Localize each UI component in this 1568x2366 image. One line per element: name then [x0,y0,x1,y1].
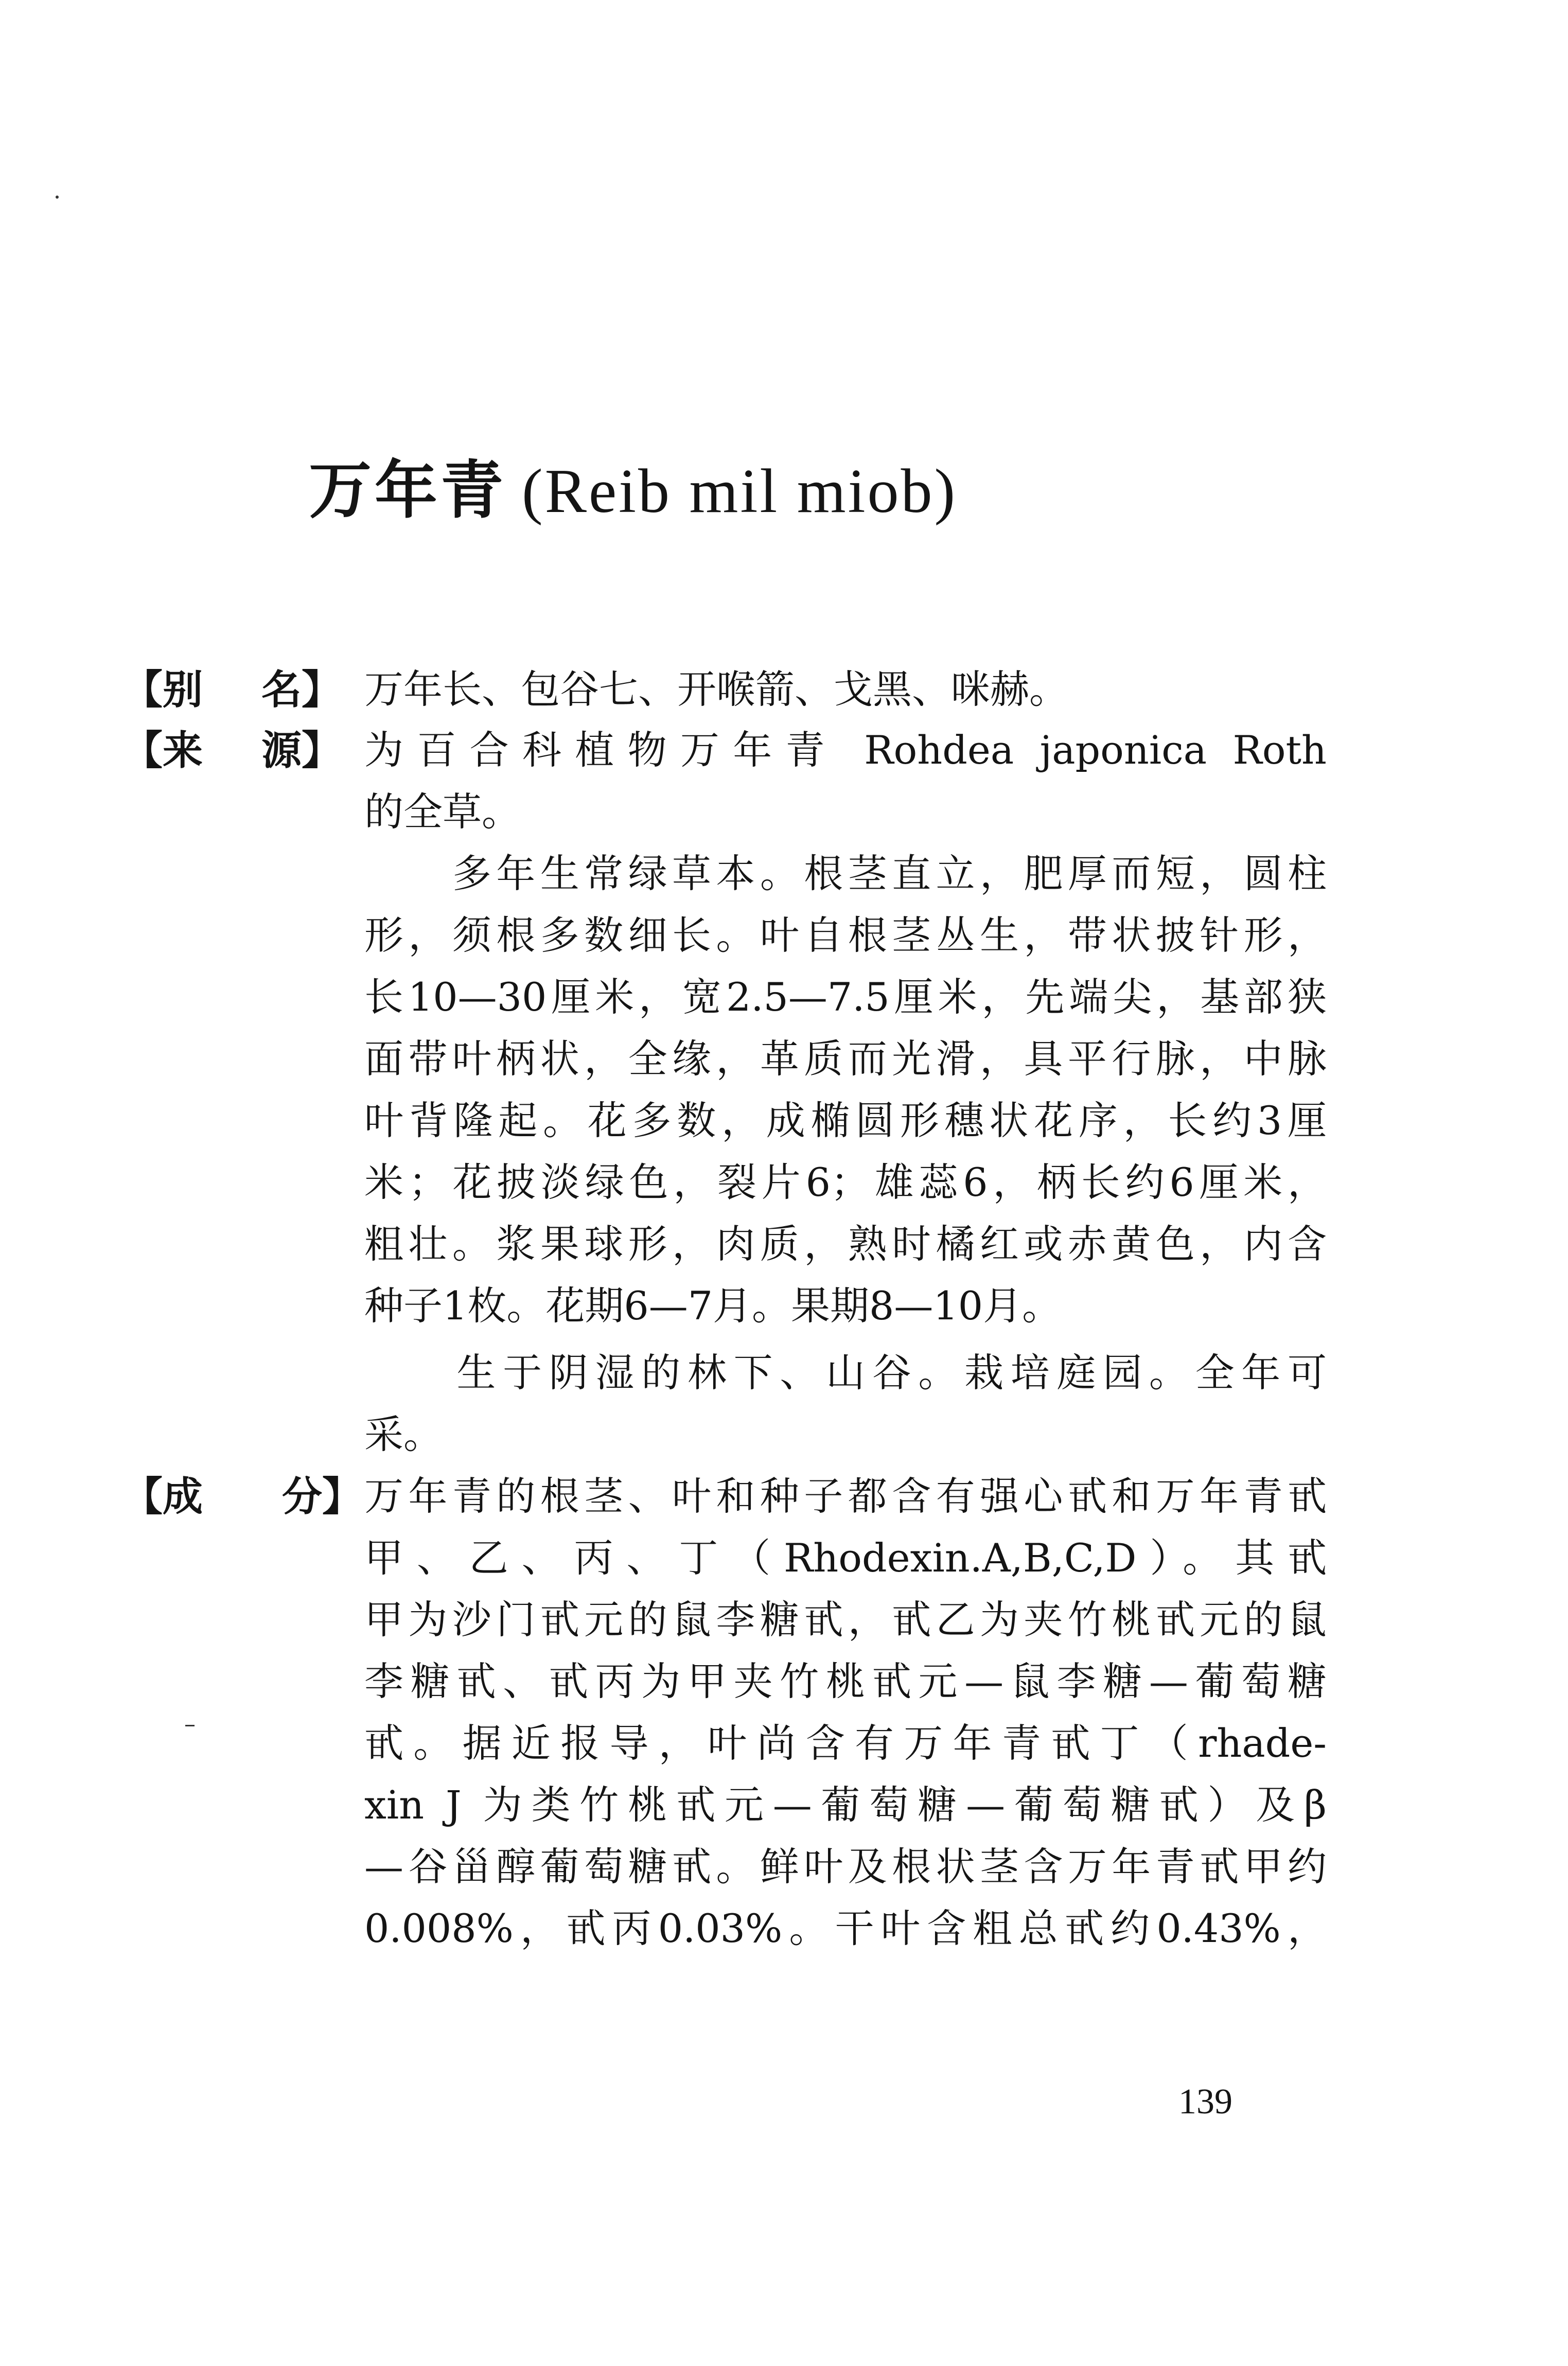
composition-line: 甲为沙门甙元的鼠李糖甙，甙乙为夹竹桃甙元的鼠 [364,1597,1327,1643]
source-line: 米；花披淡绿色，裂片6；雄蕊6，柄长约6厘米， [364,1159,1327,1205]
source-line: 粗壮。浆果球形，肉质，熟时橘红或赤黄色，内含 [364,1221,1327,1267]
section-label-source-close: 源】 [261,728,342,774]
section-label-alias-close: 名】 [261,667,342,713]
scan-speck [185,1725,195,1726]
page-number: 139 [1178,2082,1232,2122]
alias-line: 万年长、包谷七、开喉箭、戈黑、咪赫。 [364,666,1068,712]
scan-speck [56,196,59,199]
source-line: 采。 [364,1411,443,1457]
source-line: 的全草。 [364,789,521,835]
section-label-alias-open: 【别 [122,667,203,713]
section-label-composition-close: 分】 [282,1474,363,1520]
source-line: 面带叶柄状，全缘，革质而光滑，具平行脉，中脉 [364,1036,1327,1082]
composition-line: —谷甾醇葡萄糖甙。鲜叶及根状茎含万年青甙甲约 [364,1844,1327,1890]
source-line: 长10—30厘米，宽2.5—7.5厘米，先端尖，基部狭 [364,974,1327,1020]
source-line: 为百合科植物万年青 Rohdea japonica Roth [364,727,1327,773]
source-line: 种子1枚。花期6—7月。果期8—10月。 [364,1283,1062,1329]
source-line: 多年生常绿草本。根茎直立，肥厚而短，圆柱 [364,851,1327,896]
entry-title [309,453,957,529]
composition-line: 0.008%，甙丙0.03%。干叶含粗总甙约0.43%， [364,1905,1327,1951]
source-line: 生于阴湿的林下、山谷。栽培庭园。全年可 [364,1350,1327,1396]
title-latin: (Reib mil miob) [522,456,958,526]
source-line: 形，须根多数细长。叶自根茎丛生，带状披针形， [364,912,1327,958]
composition-line: 李糖甙、甙丙为甲夹竹桃甙元—鼠李糖—葡萄糖 [364,1658,1327,1704]
composition-line: 甲、乙、丙、丁（Rhodexin.A,B,C,D）。其甙 [364,1535,1327,1581]
section-label-composition-open: 【成 [122,1474,203,1520]
composition-line: xin J 为类竹桃甙元—葡萄糖—葡萄糖甙）及β [364,1782,1327,1828]
composition-line: 万年青的根茎、叶和种子都含有强心甙和万年青甙 [364,1473,1327,1519]
source-line: 叶背隆起。花多数，成椭圆形穗状花序，长约3厘 [364,1098,1327,1143]
section-label-source-open: 【来 [122,728,203,774]
composition-line: 甙。据近报导，叶尚含有万年青甙丁（rhade- [364,1720,1327,1766]
title-chinese: 万年青 [309,454,506,527]
